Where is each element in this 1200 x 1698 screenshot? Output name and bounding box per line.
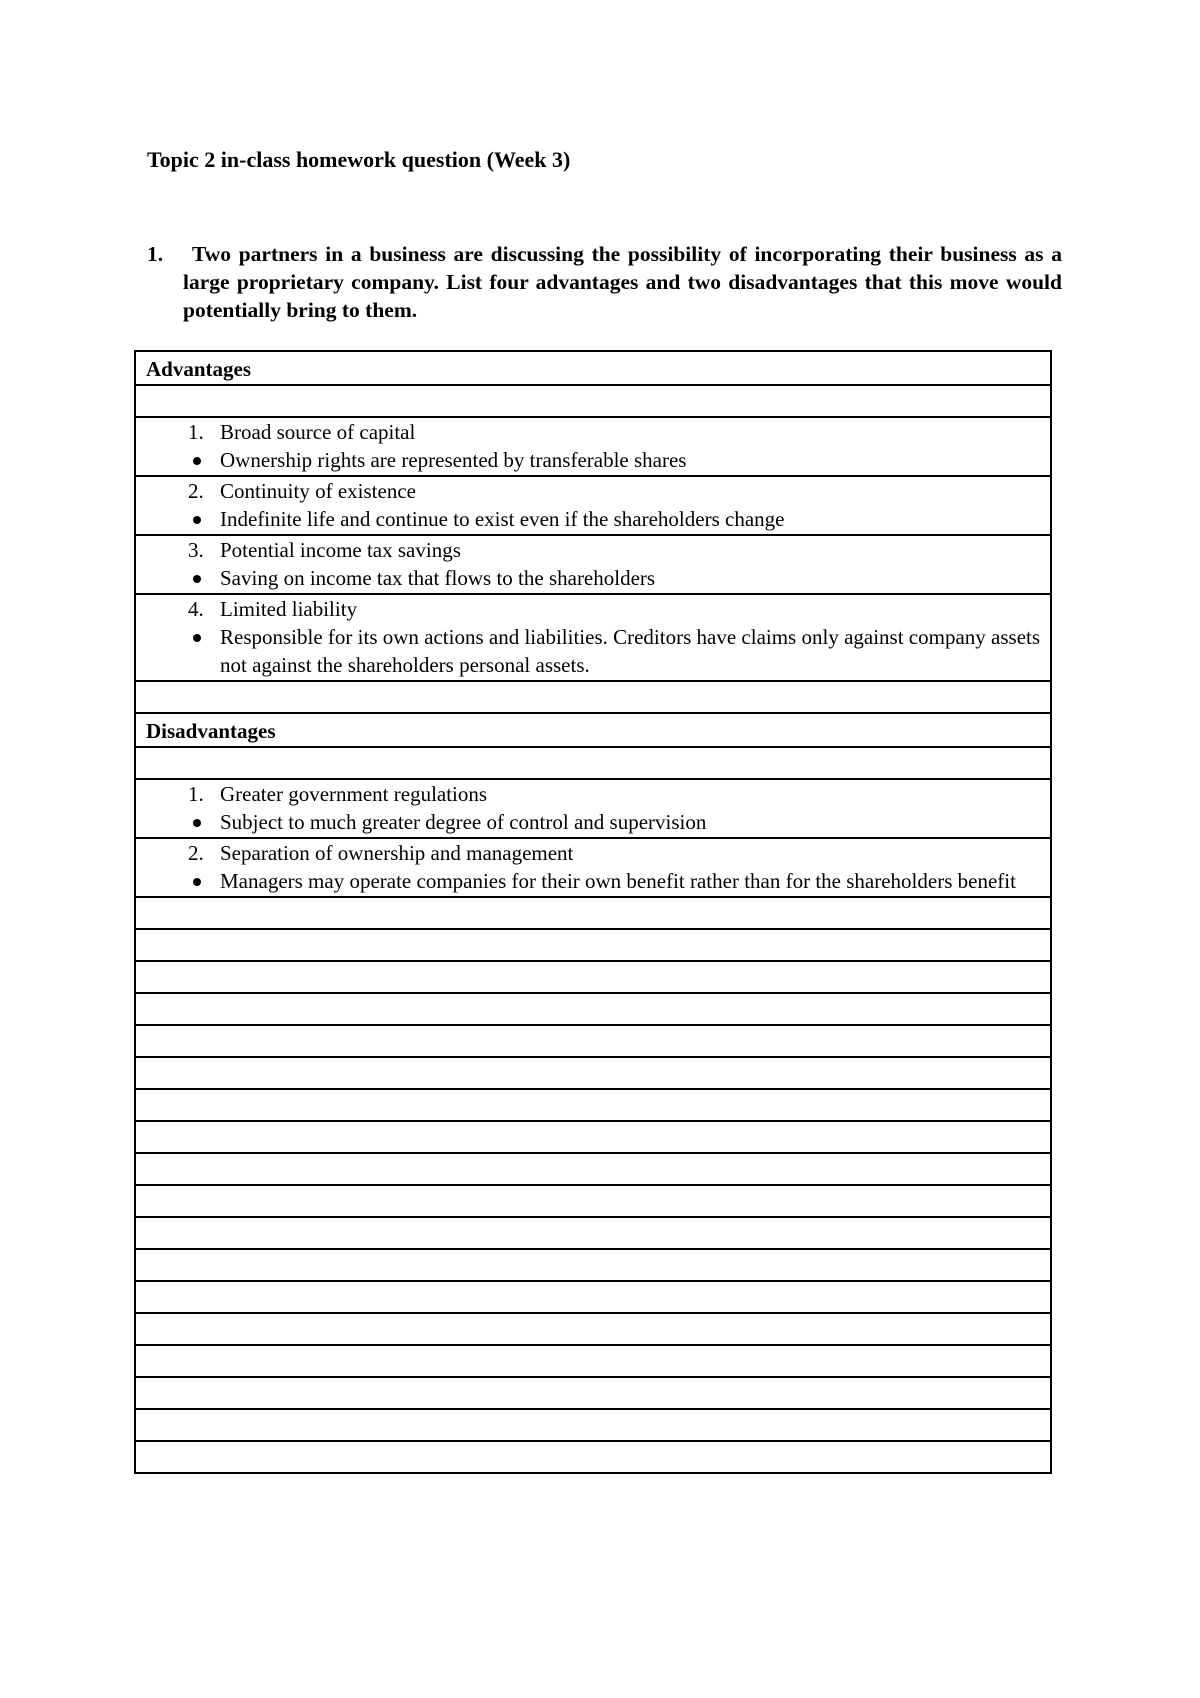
blank-row (135, 897, 1051, 929)
disadvantage-detail-text: Subject to much greater degree of control and supervision (220, 810, 707, 834)
item-number: 2. (188, 479, 204, 503)
blank-row (135, 1313, 1051, 1345)
disadvantage-point-text: Separation of ownership and management (220, 841, 574, 865)
item-number: 3. (188, 538, 204, 562)
disadvantage-detail (146, 867, 1040, 895)
question (147, 240, 1062, 324)
advantage-point (146, 477, 1040, 505)
advantage-detail (146, 564, 1040, 592)
advantage-item (135, 417, 1051, 476)
disadvantage-item (135, 779, 1051, 838)
advantage-point-text: Broad source of capital (220, 420, 416, 444)
blank-row (135, 961, 1051, 993)
advantage-point (146, 536, 1040, 564)
bullet-icon (193, 819, 201, 827)
blank-row (135, 1377, 1051, 1409)
disadvantage-detail-text: Managers may operate companies for their own benefit rather than for the shareholders benefit (220, 869, 1016, 893)
disadvantages-heading-row (135, 713, 1051, 747)
bullet-icon (193, 878, 201, 886)
blank-row (135, 1057, 1051, 1089)
blank-row (135, 1153, 1051, 1185)
blank-row (135, 1121, 1051, 1153)
advantage-detail-text: Saving on income tax that flows to the shareholders (220, 566, 656, 590)
advantage-point-text: Continuity of existence (220, 479, 416, 503)
disadvantage-item (135, 838, 1051, 897)
blank-row (135, 1249, 1051, 1281)
blank-row (135, 1025, 1051, 1057)
advantage-detail-text: Responsible for its own actions and liabilities. Creditors have claims only against company assets not against the shareholders personal assets. (220, 625, 1041, 677)
blank-row (135, 929, 1051, 961)
blank-row (135, 1441, 1051, 1473)
advantage-detail-text: Indefinite life and continue to exist even if the shareholders change (220, 507, 785, 531)
advantage-detail-text: Ownership rights are represented by transferable shares (220, 448, 687, 472)
blank-row (135, 1185, 1051, 1217)
advantage-item (135, 476, 1051, 535)
question-text: Two partners in a business are discussing the possibility of incorporating their business as a large proprietary company. List four advantages and two disadvantages that this move would potentially bring to them. (183, 242, 1062, 322)
item-number: 1. (188, 420, 204, 444)
blank-row (135, 747, 1051, 779)
item-number: 2. (188, 841, 204, 865)
advantage-item (135, 535, 1051, 594)
blank-row (135, 1281, 1051, 1313)
blank-row (135, 385, 1051, 417)
disadvantage-point (146, 839, 1040, 867)
bullet-icon (193, 575, 201, 583)
bullet-icon (193, 634, 201, 642)
disadvantages-heading: Disadvantages (135, 713, 1051, 747)
advantage-point (146, 418, 1040, 446)
blank-row (135, 1217, 1051, 1249)
page-title: Topic 2 in-class homework question (Week 3) (147, 147, 571, 172)
advantages-heading-row (135, 351, 1051, 385)
bullet-icon (193, 457, 201, 465)
advantage-point-text: Potential income tax savings (220, 538, 461, 562)
advantage-point-text: Limited liability (220, 597, 358, 621)
advantage-detail (146, 623, 1040, 679)
blank-row (135, 993, 1051, 1025)
bullet-icon (193, 516, 201, 524)
disadvantage-detail (146, 808, 1040, 836)
blank-row (135, 681, 1051, 713)
item-number: 1. (188, 782, 204, 806)
blank-row (135, 1409, 1051, 1441)
question-number: 1. (147, 242, 164, 266)
advantage-item (135, 594, 1051, 681)
blank-row (135, 1345, 1051, 1377)
answer-table (134, 350, 1052, 1474)
advantage-point (146, 595, 1040, 623)
disadvantage-point (146, 780, 1040, 808)
disadvantage-point-text: Greater government regulations (220, 782, 488, 806)
advantages-heading: Advantages (135, 351, 1051, 385)
advantage-detail (146, 446, 1040, 474)
item-number: 4. (188, 597, 204, 621)
blank-row (135, 1089, 1051, 1121)
advantage-detail (146, 505, 1040, 533)
